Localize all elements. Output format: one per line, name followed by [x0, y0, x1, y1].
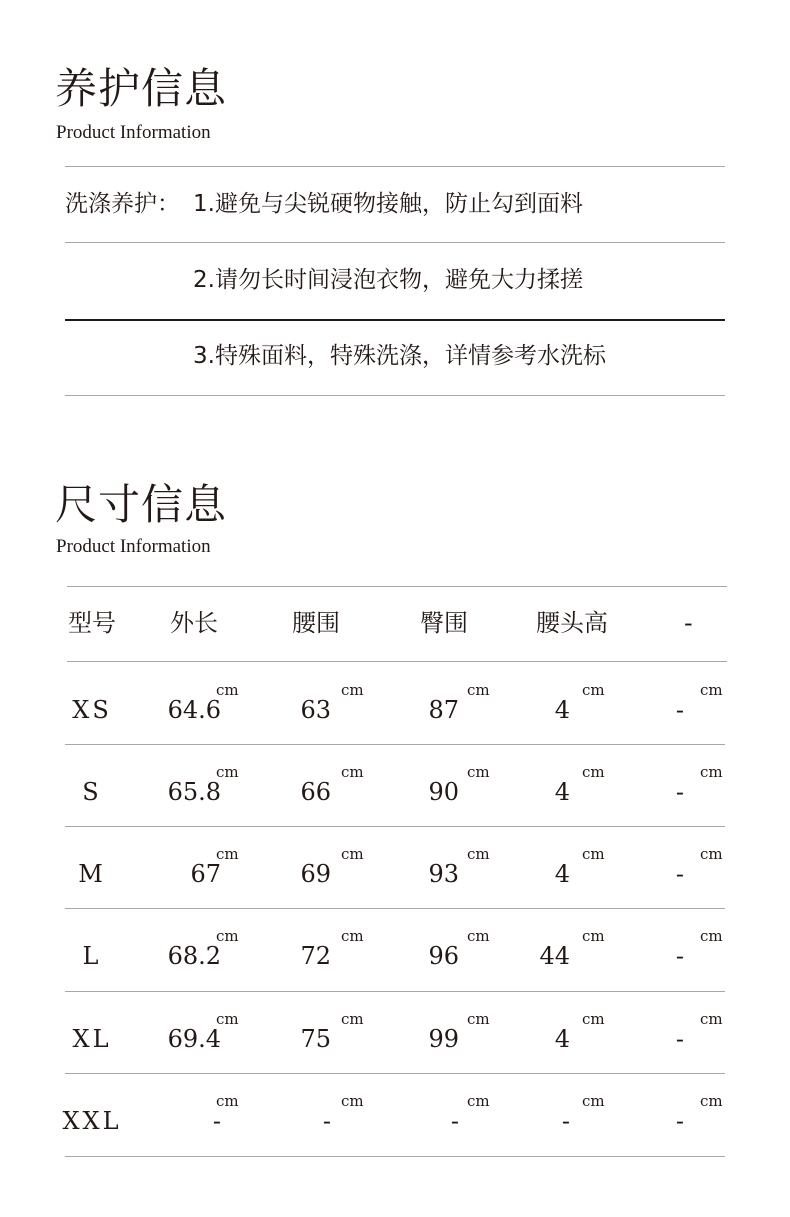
unit-label: cm — [216, 763, 239, 781]
unit-label: cm — [341, 1092, 364, 1110]
unit-label: cm — [582, 763, 605, 781]
divider — [65, 908, 725, 909]
divider — [65, 744, 725, 745]
table-cell: 65.8 — [167, 778, 221, 806]
table-cell: - — [450, 1107, 459, 1135]
unit-label: cm — [216, 681, 239, 699]
divider — [67, 661, 727, 662]
divider — [65, 991, 725, 992]
divider — [65, 242, 725, 243]
table-header-4: 腰头高 — [536, 609, 608, 637]
unit-label: cm — [467, 1010, 490, 1028]
care-item-1: 1.避免与尖锐硬物接触，防止勾到面料 — [193, 191, 583, 217]
unit-label: cm — [700, 681, 723, 699]
table-header-1: 外长 — [170, 609, 218, 637]
unit-label: cm — [700, 1092, 723, 1110]
table-cell: - — [561, 1107, 570, 1135]
table-cell: 4 — [554, 778, 570, 806]
size-label: M — [78, 860, 106, 888]
size-label: L — [82, 942, 102, 970]
care-section-title: 养护信息 — [55, 64, 228, 113]
unit-label: cm — [582, 1092, 605, 1110]
care-section-subtitle: Product Information — [56, 122, 211, 143]
unit-label: cm — [341, 681, 364, 699]
care-item-2: 2.请勿长时间浸泡衣物，避免大力揉搓 — [193, 267, 583, 293]
unit-label: cm — [467, 845, 490, 863]
table-cell: 93 — [428, 860, 459, 888]
table-cell: 4 — [554, 1025, 570, 1053]
unit-label: cm — [467, 681, 490, 699]
divider — [65, 395, 725, 396]
table-cell: 72 — [300, 942, 331, 970]
unit-label: cm — [341, 927, 364, 945]
unit-label: cm — [467, 1092, 490, 1110]
unit-label: cm — [341, 845, 364, 863]
unit-label: cm — [700, 1010, 723, 1028]
unit-label: cm — [700, 763, 723, 781]
unit-label: cm — [216, 927, 239, 945]
table-cell: 75 — [300, 1025, 331, 1053]
table-cell: 67 — [190, 860, 221, 888]
table-cell: 90 — [428, 778, 459, 806]
divider — [65, 166, 725, 167]
size-label: XL — [72, 1025, 112, 1053]
table-cell: 87 — [428, 696, 459, 724]
unit-label: cm — [582, 845, 605, 863]
unit-label: cm — [341, 1010, 364, 1028]
table-cell: 66 — [300, 778, 331, 806]
table-header-5: - — [684, 609, 693, 637]
unit-label: cm — [467, 927, 490, 945]
table-cell: 4 — [554, 696, 570, 724]
table-cell: - — [675, 1107, 684, 1135]
table-cell: 44 — [539, 942, 570, 970]
size-section-title: 尺寸信息 — [55, 480, 228, 529]
table-cell: 99 — [428, 1025, 459, 1053]
divider — [67, 586, 727, 587]
unit-label: cm — [582, 681, 605, 699]
unit-label: cm — [216, 1010, 239, 1028]
table-cell: - — [675, 942, 684, 970]
table-cell: 4 — [554, 860, 570, 888]
care-item-3: 3.特殊面料，特殊洗涤，详情参考水洗标 — [193, 343, 606, 369]
table-cell: 68.2 — [167, 942, 221, 970]
table-header-3: 臀围 — [420, 609, 468, 637]
divider — [65, 1156, 725, 1157]
size-label: XS — [72, 696, 112, 724]
size-section-subtitle: Product Information — [56, 536, 211, 557]
table-header-2: 腰围 — [292, 609, 340, 637]
size-label: S — [82, 778, 102, 806]
unit-label: cm — [216, 1092, 239, 1110]
table-cell: 64.6 — [167, 696, 221, 724]
unit-label: cm — [582, 1010, 605, 1028]
table-cell: - — [675, 1025, 684, 1053]
table-cell: - — [212, 1107, 221, 1135]
divider — [65, 319, 725, 321]
table-cell: 69 — [300, 860, 331, 888]
table-cell: - — [675, 778, 684, 806]
unit-label: cm — [216, 845, 239, 863]
table-cell: 96 — [428, 942, 459, 970]
size-label: XXL — [62, 1107, 122, 1135]
unit-label: cm — [700, 845, 723, 863]
table-cell: 69.4 — [167, 1025, 221, 1053]
table-header-0: 型号 — [68, 609, 116, 637]
unit-label: cm — [341, 763, 364, 781]
care-label: 洗涤养护： — [65, 191, 180, 217]
table-cell: - — [322, 1107, 331, 1135]
unit-label: cm — [582, 927, 605, 945]
divider — [65, 1073, 725, 1074]
unit-label: cm — [467, 763, 490, 781]
table-cell: - — [675, 860, 684, 888]
table-cell: 63 — [300, 696, 331, 724]
unit-label: cm — [700, 927, 723, 945]
table-cell: - — [675, 696, 684, 724]
divider — [65, 826, 725, 827]
